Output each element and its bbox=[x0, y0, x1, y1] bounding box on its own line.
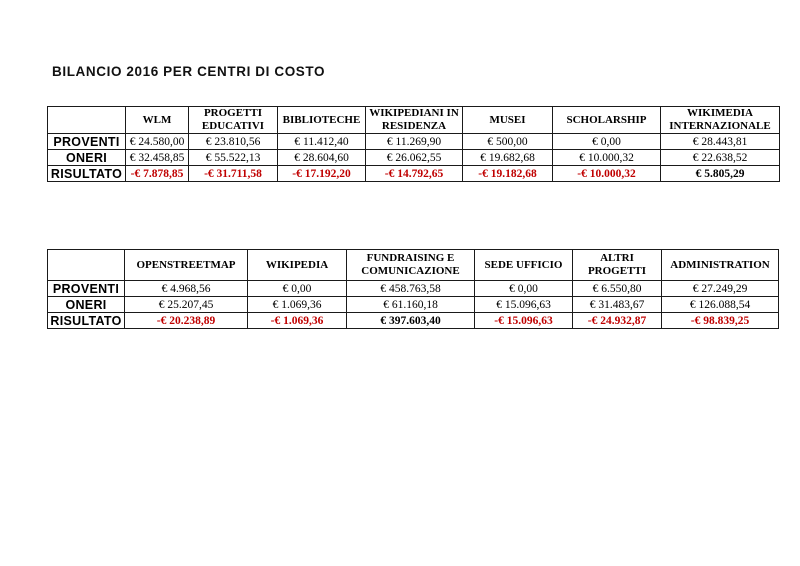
value-cell: € 28.604,60 bbox=[278, 150, 366, 166]
row-label-risultato: RISULTATO bbox=[48, 166, 126, 182]
value-cell: € 500,00 bbox=[463, 134, 553, 150]
value-cell: € 4.968,56 bbox=[125, 281, 248, 297]
column-header-progetti-educativi: PROGETTI EDUCATIVI bbox=[189, 107, 278, 134]
table-row-risultato bbox=[48, 313, 779, 329]
column-header-musei: MUSEI bbox=[463, 107, 553, 134]
value-cell: € 0,00 bbox=[248, 281, 347, 297]
table-row-proventi bbox=[48, 134, 780, 150]
value-cell-negative: -€ 31.711,58 bbox=[189, 166, 278, 182]
value-cell: € 31.483,67 bbox=[573, 297, 662, 313]
value-cell: € 458.763,58 bbox=[347, 281, 475, 297]
row-label-oneri: ONERI bbox=[48, 297, 125, 313]
column-header-sede-ufficio: SEDE UFFICIO bbox=[475, 250, 573, 281]
column-header-wlm: WLM bbox=[126, 107, 189, 134]
header-row bbox=[48, 250, 779, 281]
row-label-risultato: RISULTATO bbox=[48, 313, 125, 329]
value-cell-negative: -€ 1.069,36 bbox=[248, 313, 347, 329]
value-cell: € 25.207,45 bbox=[125, 297, 248, 313]
value-cell: € 15.096,63 bbox=[475, 297, 573, 313]
value-cell: € 23.810,56 bbox=[189, 134, 278, 150]
table-row-risultato bbox=[48, 166, 780, 182]
value-cell-negative: -€ 17.192,20 bbox=[278, 166, 366, 182]
row-label-oneri: ONERI bbox=[48, 150, 126, 166]
column-header-openstreetmap: OPENSTREETMAP bbox=[125, 250, 248, 281]
value-cell: € 11.269,90 bbox=[366, 134, 463, 150]
value-cell-negative: -€ 98.839,25 bbox=[662, 313, 779, 329]
value-cell: € 24.580,00 bbox=[126, 134, 189, 150]
corner-cell bbox=[48, 107, 126, 134]
value-cell-positive: € 5.805,29 bbox=[661, 166, 780, 182]
column-header-fundraising-e-comunicazione: FUNDRAISING E COMUNICAZIONE bbox=[347, 250, 475, 281]
value-cell-positive: € 397.603,40 bbox=[347, 313, 475, 329]
value-cell-negative: -€ 24.932,87 bbox=[573, 313, 662, 329]
value-cell-negative: -€ 7.878,85 bbox=[126, 166, 189, 182]
table-row-oneri bbox=[48, 297, 779, 313]
column-header-wikipediani-in-residenza: WIKIPEDIANI IN RESIDENZA bbox=[366, 107, 463, 134]
page-title: BILANCIO 2016 PER CENTRI DI COSTO bbox=[52, 64, 326, 79]
row-label-proventi: PROVENTI bbox=[48, 281, 125, 297]
column-header-wikimedia-internazionale: WIKIMEDIA INTERNAZIONALE bbox=[661, 107, 780, 134]
value-cell: € 0,00 bbox=[475, 281, 573, 297]
row-label-proventi: PROVENTI bbox=[48, 134, 126, 150]
value-cell: € 126.088,54 bbox=[662, 297, 779, 313]
cost-centers-table-1 bbox=[47, 106, 780, 182]
value-cell: € 22.638,52 bbox=[661, 150, 780, 166]
cost-centers-table-2 bbox=[47, 249, 779, 329]
value-cell: € 1.069,36 bbox=[248, 297, 347, 313]
value-cell: € 0,00 bbox=[553, 134, 661, 150]
table-row-oneri bbox=[48, 150, 780, 166]
value-cell-negative: -€ 15.096,63 bbox=[475, 313, 573, 329]
table-row-proventi bbox=[48, 281, 779, 297]
value-cell-negative: -€ 14.792,65 bbox=[366, 166, 463, 182]
value-cell: € 19.682,68 bbox=[463, 150, 553, 166]
value-cell: € 26.062,55 bbox=[366, 150, 463, 166]
column-header-altri-progetti: ALTRI PROGETTI bbox=[573, 250, 662, 281]
value-cell: € 28.443,81 bbox=[661, 134, 780, 150]
value-cell: € 61.160,18 bbox=[347, 297, 475, 313]
value-cell-negative: -€ 20.238,89 bbox=[125, 313, 248, 329]
value-cell: € 55.522,13 bbox=[189, 150, 278, 166]
value-cell: € 10.000,32 bbox=[553, 150, 661, 166]
value-cell: € 32.458,85 bbox=[126, 150, 189, 166]
value-cell-negative: -€ 10.000,32 bbox=[553, 166, 661, 182]
value-cell: € 6.550,80 bbox=[573, 281, 662, 297]
column-header-wikipedia: WIKIPEDIA bbox=[248, 250, 347, 281]
header-row bbox=[48, 107, 780, 134]
column-header-biblioteche: BIBLIOTECHE bbox=[278, 107, 366, 134]
value-cell: € 27.249,29 bbox=[662, 281, 779, 297]
corner-cell bbox=[48, 250, 125, 281]
column-header-administration: ADMINISTRATION bbox=[662, 250, 779, 281]
column-header-scholarship: SCHOLARSHIP bbox=[553, 107, 661, 134]
value-cell-negative: -€ 19.182,68 bbox=[463, 166, 553, 182]
value-cell: € 11.412,40 bbox=[278, 134, 366, 150]
